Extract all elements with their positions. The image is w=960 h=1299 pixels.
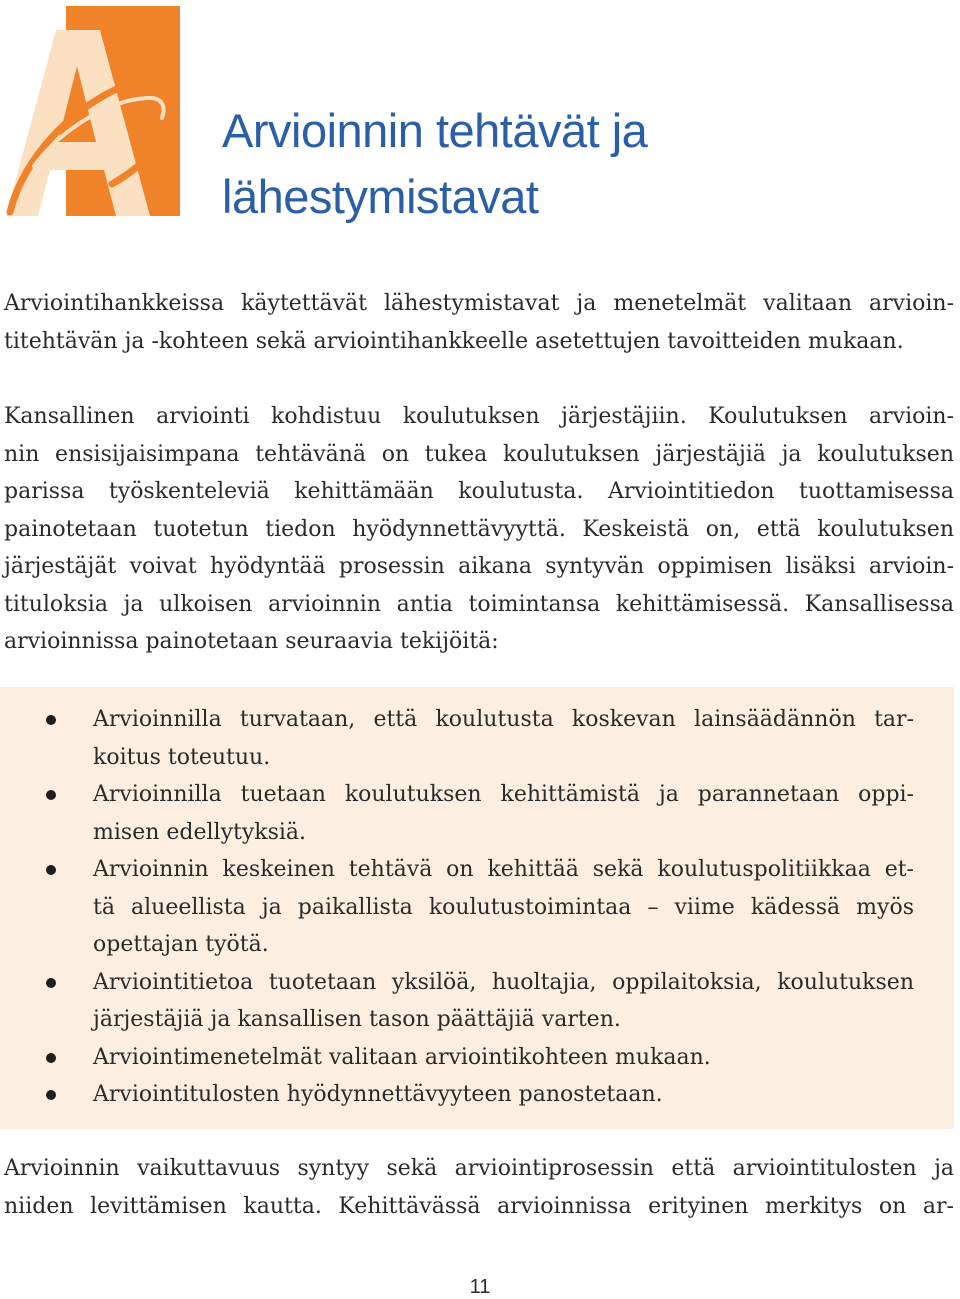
national-evaluation-paragraph (4, 398, 954, 661)
text-line: titehtävän ja -kohteen sekä arviointihankkeelle asetettujen tavoitteiden mukaan. (4, 328, 904, 354)
text-line: Arviointimenetelmät valitaan arviointikohteen mukaan. (93, 1044, 711, 1070)
list-item (0, 1039, 914, 1077)
intro-paragraph (4, 285, 954, 360)
text-line: Arviointihankkeissa käytettävät lähestymistavat ja menetelmät valitaan arvioin- (4, 291, 954, 316)
bullet-icon (46, 715, 56, 725)
list-item (0, 1076, 914, 1114)
bullet-icon (46, 865, 56, 875)
text-line: Arvioinnilla turvataan, että koulutusta koskevan lainsäädännön tar- (93, 707, 914, 732)
page-title-line: lähestymistavat (222, 170, 539, 223)
text-line: opettajan työtä. (93, 932, 269, 957)
list-item (0, 964, 914, 1039)
closing-paragraph (4, 1150, 954, 1225)
bullet-icon (46, 1053, 56, 1063)
text-line: tituloksia ja ulkoisen arvioinnin antia toimintansa kehittämisessä. Kansallisessa (4, 591, 954, 617)
text-line: nin ensisijaisimpana tehtävänä on tukea koulutuksen järjestäjiä ja koulutuksen (4, 441, 954, 467)
text-line: misen edellytyksiä. (93, 819, 307, 845)
bullet-icon (46, 1090, 56, 1100)
text-line: niiden levittämisen kautta. Kehittävässä arvioinnissa erityinen merkitys on ar- (4, 1193, 954, 1219)
page-title (222, 98, 647, 230)
page-title-line: Arvioinnin tehtävät ja (222, 104, 648, 157)
text-line: arvioinnissa painotetaan seuraavia tekijöitä: (4, 629, 499, 654)
list-item (0, 776, 914, 851)
page-number: 11 (469, 1276, 491, 1298)
bullet-icon (46, 790, 56, 800)
text-line: järjestäjiä ja kansallisen tason päättäjiä varten. (93, 1007, 621, 1032)
text-line: Arvioinnilla tuetaan koulutuksen kehittämistä ja parannetaan oppi- (93, 782, 914, 807)
list-item (0, 701, 914, 776)
text-line: painotetaan tuotetun tiedon hyödynnettävyyttä. Keskeistä on, että koulutuksen (4, 516, 954, 542)
text-line: koitus toteutuu. (93, 744, 271, 770)
text-line: Kansallinen arviointi kohdistuu koulutuksen järjestäjiin. Koulutuksen arvioin- (4, 404, 954, 429)
text-line: Arviointitietoa tuotetaan yksilöä, huoltajia, oppilaitoksia, koulutuksen (93, 969, 914, 995)
letter-a-logo-icon (4, 6, 180, 218)
text-line: järjestäjät voivat hyödyntää prosessin aikana syntyvän oppimisen lisäksi arvioin- (4, 554, 954, 579)
factors-list (0, 701, 954, 1114)
text-line: Arvioinnin vaikuttavuus syntyy sekä arviointiprosessin että arviointitulosten ja (4, 1156, 954, 1181)
text-line: Arviointitulosten hyödynnettävyyteen panostetaan. (93, 1082, 663, 1107)
list-item (0, 851, 914, 964)
text-line: Arvioinnin keskeinen tehtävä on kehittää sekä koulutuspolitiikkaa et- (93, 857, 914, 882)
text-line: parissa työskenteleviä kehittämään koulutusta. Arviointitiedon tuottamisessa (4, 479, 954, 504)
text-line: tä alueellista ja paikallista koulutustoimintaa – viime kädessä myös (93, 894, 914, 920)
bullet-icon (46, 978, 56, 988)
